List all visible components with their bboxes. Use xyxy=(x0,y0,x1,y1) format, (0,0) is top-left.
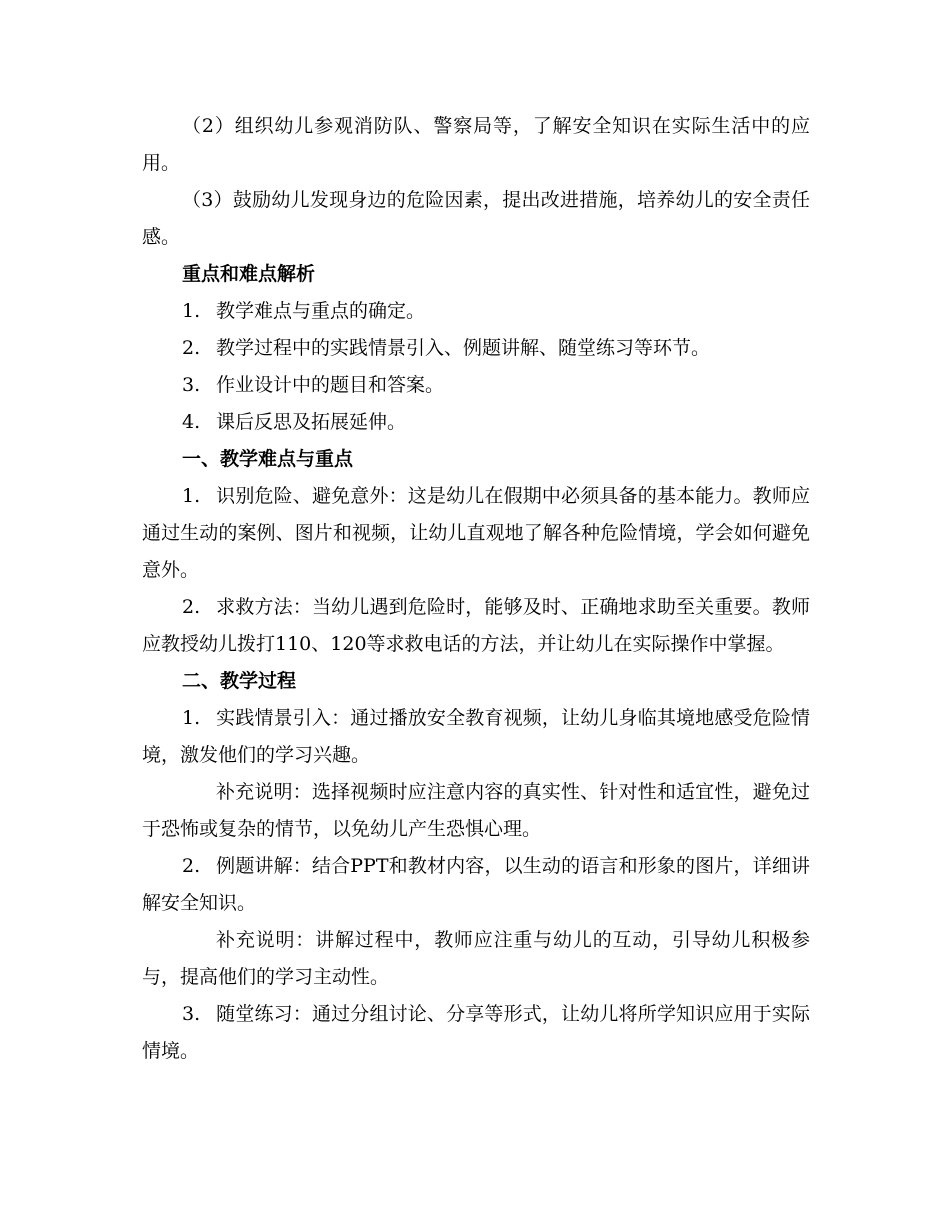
list-number: 2. xyxy=(182,855,201,877)
list-number: 1. xyxy=(182,300,201,322)
list-text: 课后反思及拓展延伸。 xyxy=(216,411,407,433)
list-item xyxy=(142,404,810,441)
list-number: 3. xyxy=(182,1003,201,1025)
list-item xyxy=(142,589,810,663)
list-text: 教学过程中的实践情景引入、例题讲解、随堂练习等环节。 xyxy=(216,337,711,359)
list-text: 例题讲解：结合PPT和教材内容，以生动的语言和形象的图片，详细讲解安全知识。 xyxy=(142,855,810,914)
heading-section-1: 一、教学难点与重点 xyxy=(182,448,354,470)
list-text: 实践情景引入：通过播放安全教育视频，让幼儿身临其境地感受危险情境，激发他们的学习兴趣。 xyxy=(142,707,810,766)
list-number: 1. xyxy=(182,485,201,507)
paragraph: （3）鼓励幼儿发现身边的危险因素，提出改进措施，培养幼儿的安全责任感。 xyxy=(142,189,810,248)
list-text: 求救方法：当幼儿遇到危险时，能够及时、正确地求助至关重要。教师应教授幼儿拨打110、120等求救电话的方法，并让幼儿在实际操作中掌握。 xyxy=(142,596,810,655)
supplement-note: 补充说明：讲解过程中，教师应注重与幼儿的互动，引导幼儿积极参与，提高他们的学习主动性。 xyxy=(142,929,810,988)
list-number: 2. xyxy=(182,596,201,618)
list-text: 随堂练习：通过分组讨论、分享等形式，让幼儿将所学知识应用于实际情境。 xyxy=(142,1003,810,1062)
heading-section-2: 二、教学过程 xyxy=(182,670,297,692)
list-item xyxy=(142,367,810,404)
list-text: 识别危险、避免意外：这是幼儿在假期中必须具备的基本能力。教师应通过生动的案例、图片和视频，让幼儿直观地了解各种危险情境，学会如何避免意外。 xyxy=(142,485,810,581)
list-text: 作业设计中的题目和答案。 xyxy=(216,374,445,396)
document-body xyxy=(142,108,810,1070)
paragraph: （2）组织幼儿参观消防队、警察局等，了解安全知识在实际生活中的应用。 xyxy=(142,115,810,174)
list-text: 教学难点与重点的确定。 xyxy=(216,300,426,322)
heading-key-points: 重点和难点解析 xyxy=(182,263,316,285)
list-number: 2. xyxy=(182,337,201,359)
list-item xyxy=(142,330,810,367)
list-number: 3. xyxy=(182,374,201,396)
list-item xyxy=(142,996,810,1070)
list-item xyxy=(142,848,810,922)
list-number: 4. xyxy=(182,411,201,433)
list-number: 1. xyxy=(182,707,201,729)
supplement-note: 补充说明：选择视频时应注意内容的真实性、针对性和适宜性，避免过于恐怖或复杂的情节，以免幼儿产生恐惧心理。 xyxy=(142,781,810,840)
list-item xyxy=(142,293,810,330)
list-item xyxy=(142,700,810,774)
list-item xyxy=(142,478,810,589)
